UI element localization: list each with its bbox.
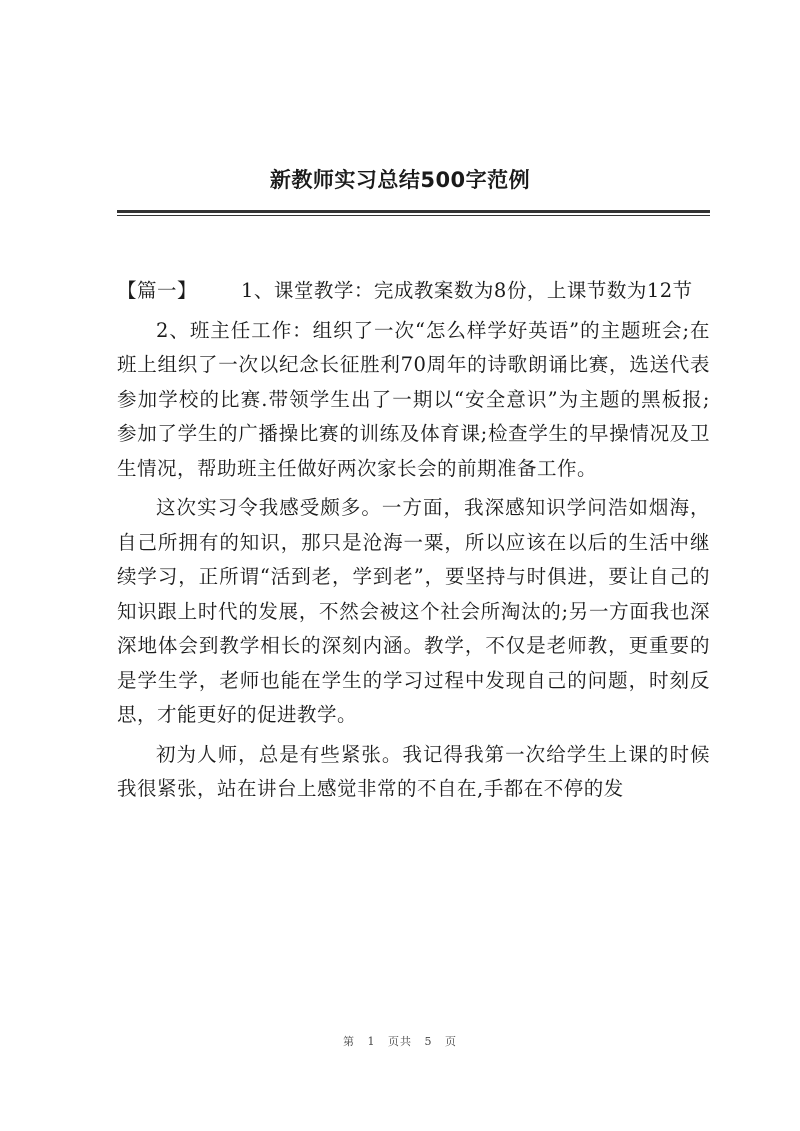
page-footer: 第 1 页共 5 页	[343, 1035, 457, 1048]
paragraph-text: 1、课堂教学：完成教案数为8份，上课节数为12节	[241, 279, 693, 302]
paragraph-1	[117, 274, 710, 309]
document-title: 新教师实习总结500字范例	[269, 168, 531, 192]
title-divider	[117, 210, 710, 213]
paragraph-3: 这次实习令我感受颇多。一方面，我深感知识学问浩如烟海，自己所拥有的知识，那只是沧海一粟，所以应该在以后的生活中继续学习，正所谓“活到老，学到老”，要坚持与时俱进，要让自己的知识跟上时代的发展，不然会被这个社会所淘汰的;另一方面我也深深地体会到教学相长的深刻内涵。教学，不仅是老师教，更重要的是学生学，老师也能在学生的学习过程中发现自己的问题，时刻反思，才能更好的促进教学。	[117, 496, 710, 726]
paragraph-2: 2、班主任工作：组织了一次“怎么样学好英语”的主题班会;在班上组织了一次以纪念长征胜利70周年的诗歌朗诵比赛，选送代表参加学校的比赛.带领学生出了一期以“安全意识”为主题的黑板报;参加了学生的广播操比赛的训练及体育课;检查学生的早操情况及卫生情况，帮助班主任做好两次家长会的前期准备工作。	[117, 318, 710, 480]
paragraph-4: 初为人师，总是有些紧张。我记得我第一次给学生上课的时候我很紧张，站在讲台上感觉非常的不自在,手都在不停的发	[117, 742, 710, 800]
section-label: 【篇一】	[117, 279, 198, 302]
document-body	[117, 274, 710, 812]
